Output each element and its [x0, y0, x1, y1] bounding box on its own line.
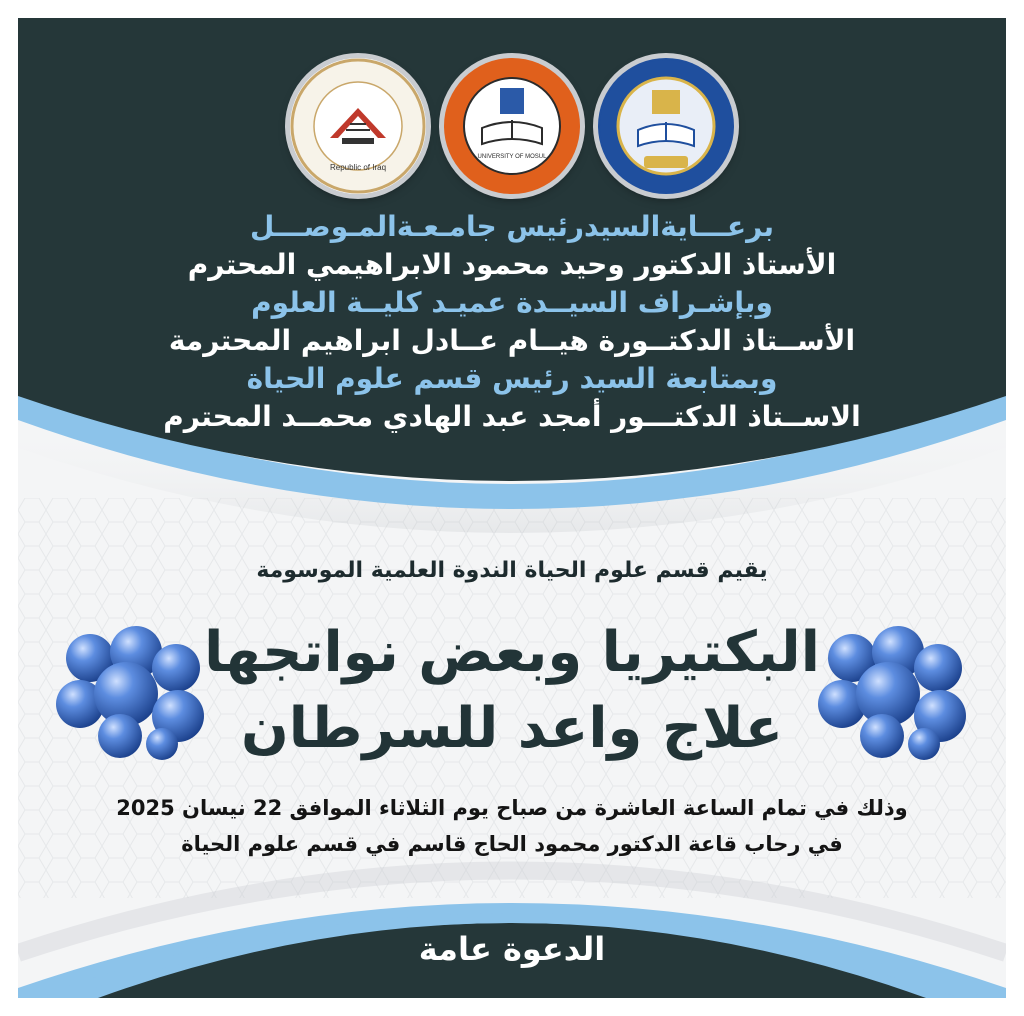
seminar-title-line-1: البكتيريا وبعض نواتجها: [204, 620, 820, 685]
seminar-intro: يقيم قسم علوم الحياة الندوة العلمية الموسومة: [256, 558, 768, 583]
college-of-science-logo: [598, 58, 734, 194]
university-of-mosul-logo: [444, 58, 580, 194]
ministry-logo-text: Republic of Iraq: [329, 163, 387, 172]
patronage-line-4: الأســتاذ الدكتــورة هيــام عــادل ابراهيم المحترمة: [168, 324, 856, 357]
poster: [18, 18, 1006, 998]
seminar-venue: في رحاب قاعة الدكتور محمود الحاج قاسم في قسم علوم الحياة: [181, 832, 843, 856]
public-invitation: الدعوة عامة: [418, 930, 606, 968]
seminar-title-line-2: علاج واعد للسرطان: [240, 696, 783, 761]
seminar-time: وذلك في تمام الساعة العاشرة من صباح يوم الثلاثاء الموافق 22 نيسان 2025: [116, 796, 908, 820]
patronage-line-5: وبمتابعة السيد رئيس قسم علوم الحياة: [246, 362, 778, 395]
patronage-line-6: الاســتاذ الدكتـــور أمجد عبد الهادي محمــد المحترم: [163, 400, 861, 433]
patronage-line-1: برعـــايةالسيدرئيس جامـعـةالمـوصـــل: [249, 210, 775, 243]
patronage-line-2: الأستاذ الدكتور وحيد محمود الابراهيمي المحترم: [187, 248, 837, 281]
ministry-logo: [290, 58, 426, 194]
patronage-line-3: وبإشـراف السيــدة عميـد كليــة العلوم: [251, 286, 773, 319]
university-logo-text: UNIVERSITY OF MOSUL: [477, 154, 547, 160]
